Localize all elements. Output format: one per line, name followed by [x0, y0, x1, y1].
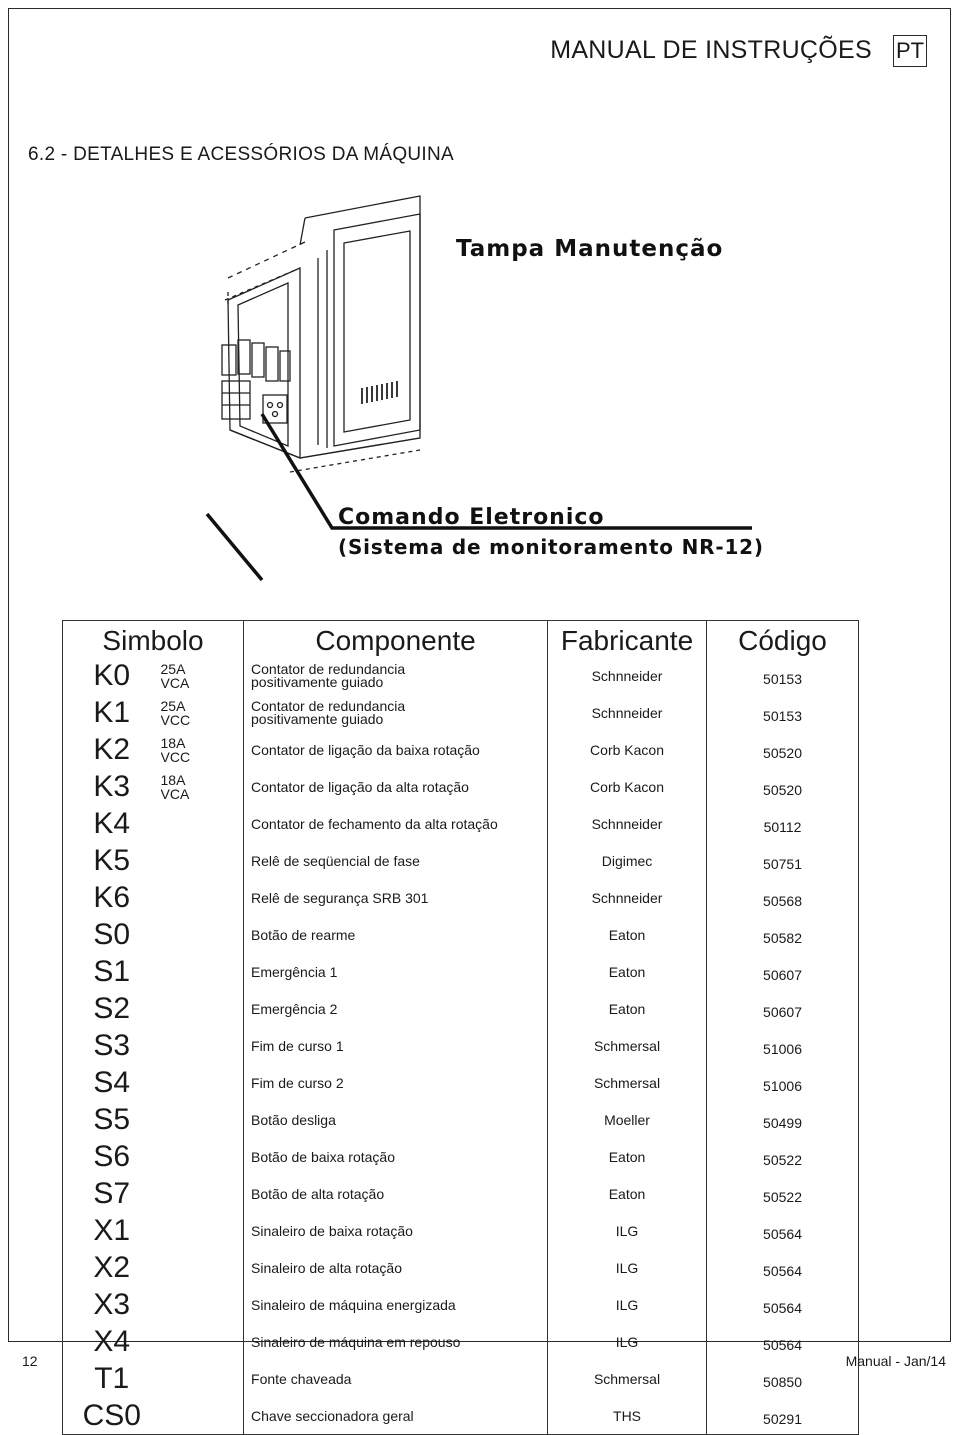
header-code: Código [707, 621, 859, 658]
cell-symbol: K5 [63, 842, 161, 879]
cell-manufacturer: Corb Kacon [548, 768, 707, 805]
component-line: Botão desliga [251, 1111, 336, 1128]
table-row [63, 1138, 859, 1175]
table-row [63, 1175, 859, 1212]
component-line: Sinaleiro de máquina energizada [251, 1296, 456, 1313]
cell-component [244, 990, 548, 1027]
cell-manufacturer: Schnneider [548, 879, 707, 916]
cell-component [244, 842, 548, 879]
component-line: Fim de curso 2 [251, 1074, 344, 1091]
cell-code: 50522 [707, 1138, 859, 1175]
cell-rating [161, 879, 244, 916]
component-line: Fonte chaveada [251, 1370, 352, 1387]
cell-rating [161, 1286, 244, 1323]
component-line: Botão de alta rotação [251, 1185, 385, 1202]
cell-rating [161, 1027, 244, 1064]
cell-component [244, 1027, 548, 1064]
cell-symbol: S7 [63, 1175, 161, 1212]
component-line: positivamente guiado [251, 710, 384, 727]
table-row [63, 1101, 859, 1138]
cell-symbol: X2 [63, 1249, 161, 1286]
cell-manufacturer: Eaton [548, 1138, 707, 1175]
rating-line: 25A [160, 660, 186, 677]
cell-manufacturer: Schmersal [548, 1064, 707, 1101]
cell-manufacturer: Schnneider [548, 805, 707, 842]
cell-symbol: T1 [63, 1360, 161, 1397]
cell-code: 50499 [707, 1101, 859, 1138]
table-row [63, 916, 859, 953]
component-line: Fim de curso 1 [251, 1037, 344, 1054]
rating-line: VCA [160, 674, 190, 691]
cell-manufacturer: Moeller [548, 1101, 707, 1138]
cell-code: 50607 [707, 990, 859, 1027]
cell-code: 50112 [707, 805, 859, 842]
cell-manufacturer: Corb Kacon [548, 731, 707, 768]
cell-code: 51006 [707, 1064, 859, 1101]
table-row [63, 694, 859, 731]
table-header-row [63, 621, 859, 658]
cell-symbol: X4 [63, 1323, 161, 1360]
table-row [63, 1212, 859, 1249]
cell-rating [161, 694, 244, 731]
cell-symbol: X1 [63, 1212, 161, 1249]
cell-rating [161, 1212, 244, 1249]
cell-component [244, 916, 548, 953]
cell-rating [161, 1138, 244, 1175]
cell-component [244, 1138, 548, 1175]
cell-component [244, 1286, 548, 1323]
cell-rating [161, 990, 244, 1027]
cell-symbol: K4 [63, 805, 161, 842]
cell-manufacturer: Eaton [548, 916, 707, 953]
cell-component [244, 768, 548, 805]
cell-rating [161, 1323, 244, 1360]
table-row [63, 990, 859, 1027]
callout-comando-subtitle: (Sistema de monitoramento NR-12) [338, 535, 764, 559]
component-line: Sinaleiro de baixa rotação [251, 1222, 413, 1239]
component-line: Chave seccionadora geral [251, 1407, 414, 1424]
cell-manufacturer: Eaton [548, 953, 707, 990]
component-line: Relê de segurança SRB 301 [251, 889, 429, 906]
table-row [63, 1027, 859, 1064]
manual-revision: Manual - Jan/14 [845, 1353, 946, 1369]
cell-rating [161, 1249, 244, 1286]
table-row [63, 731, 859, 768]
cell-code: 50520 [707, 731, 859, 768]
cell-manufacturer: ILG [548, 1323, 707, 1360]
component-line: Contator de ligação da alta rotação [251, 778, 469, 795]
cell-component [244, 694, 548, 731]
cell-manufacturer: Schmersal [548, 1360, 707, 1397]
cell-component [244, 1360, 548, 1397]
rating-line: VCA [160, 785, 190, 802]
cell-rating [161, 1101, 244, 1138]
component-line: positivamente guiado [251, 673, 384, 690]
cell-manufacturer: Schnneider [548, 694, 707, 731]
cell-code: 51006 [707, 1027, 859, 1064]
cell-component [244, 953, 548, 990]
cell-component [244, 879, 548, 916]
table-row [63, 657, 859, 694]
cell-symbol: K3 [63, 768, 161, 805]
cell-symbol: X3 [63, 1286, 161, 1323]
cell-component [244, 1064, 548, 1101]
cell-rating [161, 1175, 244, 1212]
rating-line: VCC [160, 711, 191, 728]
table-row [63, 1323, 859, 1360]
rating-line: 25A [160, 697, 186, 714]
cell-manufacturer: THS [548, 1397, 707, 1435]
cell-symbol: K2 [63, 731, 161, 768]
component-line: Relê de seqüencial de fase [251, 852, 420, 869]
component-line: Contator de redundancia [251, 697, 406, 714]
cell-rating [161, 657, 244, 694]
cell-rating [161, 805, 244, 842]
cell-code: 50582 [707, 916, 859, 953]
header-component: Componente [244, 621, 548, 658]
cell-symbol: CS0 [63, 1397, 161, 1435]
cell-symbol: S4 [63, 1064, 161, 1101]
cell-manufacturer: Eaton [548, 1175, 707, 1212]
language-badge: PT [893, 35, 927, 67]
cell-code: 50291 [707, 1397, 859, 1435]
cell-component [244, 1323, 548, 1360]
cell-symbol: S1 [63, 953, 161, 990]
cell-code: 50153 [707, 694, 859, 731]
header-manufacturer: Fabricante [548, 621, 707, 658]
table-row [63, 1397, 859, 1435]
cell-rating [161, 953, 244, 990]
cell-code: 50751 [707, 842, 859, 879]
cell-component [244, 657, 548, 694]
cell-code: 50520 [707, 768, 859, 805]
cell-symbol: S5 [63, 1101, 161, 1138]
cell-manufacturer: ILG [548, 1286, 707, 1323]
cell-symbol: S3 [63, 1027, 161, 1064]
cell-manufacturer: Schnneider [548, 657, 707, 694]
callout-tampa-manutencao: Tampa Manutenção [456, 236, 724, 262]
table-row [63, 1249, 859, 1286]
callout-comando-eletronico: Comando Eletronico [338, 505, 605, 530]
cell-symbol: K1 [63, 694, 161, 731]
table-row [63, 1360, 859, 1397]
cell-component [244, 1101, 548, 1138]
table-row [63, 768, 859, 805]
cell-rating [161, 842, 244, 879]
cell-symbol: K0 [63, 657, 161, 694]
cell-symbol: K6 [63, 879, 161, 916]
rating-line: 18A [160, 771, 186, 788]
cell-manufacturer: Digimec [548, 842, 707, 879]
cell-rating [161, 731, 244, 768]
cell-code: 50564 [707, 1323, 859, 1360]
cell-code: 50607 [707, 953, 859, 990]
component-line: Sinaleiro de máquina em repouso [251, 1333, 461, 1350]
cell-symbol: S0 [63, 916, 161, 953]
component-line: Botão de rearme [251, 926, 356, 943]
table-row [63, 805, 859, 842]
cell-code: 50564 [707, 1212, 859, 1249]
manual-title: MANUAL DE INSTRUÇÕES [550, 36, 872, 64]
rating-line: VCC [160, 748, 191, 765]
component-line: Emergência 2 [251, 1000, 338, 1017]
component-line: Sinaleiro de alta rotação [251, 1259, 403, 1276]
table-row [63, 879, 859, 916]
cell-rating [161, 1360, 244, 1397]
cell-manufacturer: ILG [548, 1212, 707, 1249]
cell-code: 50153 [707, 657, 859, 694]
table-row [63, 842, 859, 879]
rating-line: 18A [160, 734, 186, 751]
component-line: Contator de ligação da baixa rotação [251, 741, 480, 758]
component-line: Emergência 1 [251, 963, 338, 980]
cell-component [244, 805, 548, 842]
component-line: Botão de baixa rotação [251, 1148, 396, 1165]
page-number: 12 [22, 1353, 38, 1369]
table-row [63, 1286, 859, 1323]
component-line: Contator de fechamento da alta rotação [251, 815, 498, 832]
component-line: Contator de redundancia [251, 660, 406, 677]
cell-manufacturer: Schmersal [548, 1027, 707, 1064]
cell-rating [161, 916, 244, 953]
cell-component [244, 1212, 548, 1249]
cell-manufacturer: Eaton [548, 990, 707, 1027]
cell-symbol: S6 [63, 1138, 161, 1175]
cell-manufacturer: ILG [548, 1249, 707, 1286]
cell-code: 50564 [707, 1249, 859, 1286]
table-row [63, 953, 859, 990]
cell-rating [161, 768, 244, 805]
header-symbol: Simbolo [63, 621, 244, 658]
cell-component [244, 1249, 548, 1286]
cell-rating [161, 1397, 244, 1435]
cell-component [244, 1175, 548, 1212]
parts-table [62, 620, 859, 1435]
cell-code: 50564 [707, 1286, 859, 1323]
cell-symbol: S2 [63, 990, 161, 1027]
section-title: 6.2 - DETALHES E ACESSÓRIOS DA MÁQUINA [28, 144, 454, 165]
cell-code: 50850 [707, 1360, 859, 1397]
cell-rating [161, 1064, 244, 1101]
cell-component [244, 1397, 548, 1435]
cell-code: 50568 [707, 879, 859, 916]
cell-component [244, 731, 548, 768]
cell-code: 50522 [707, 1175, 859, 1212]
table-row [63, 1064, 859, 1101]
